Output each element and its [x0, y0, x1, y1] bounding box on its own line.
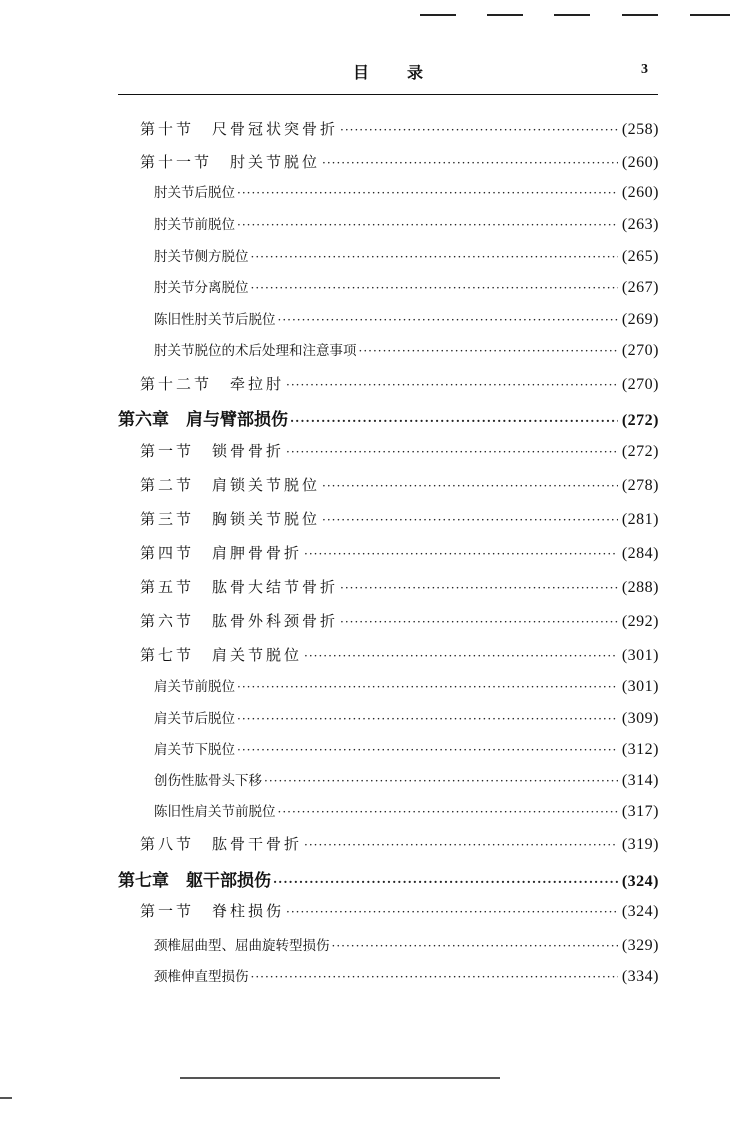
scan-mark — [554, 14, 590, 16]
entry-title: 第一节 脊柱损伤 — [140, 902, 285, 920]
dot-leader — [286, 378, 618, 392]
entry-page-number: (301) — [621, 647, 659, 664]
entry-title: 第八节 肱骨干骨折 — [140, 835, 303, 853]
dot-leader — [278, 313, 618, 327]
toc-subsection-entry — [154, 769, 659, 790]
entry-page-number: (272) — [621, 412, 659, 429]
page-title: 目录 — [352, 63, 461, 82]
dot-leader — [251, 281, 618, 295]
entry-title: 肩关节后脱位 — [154, 711, 235, 727]
dot-leader — [237, 186, 618, 200]
entry-title: 肩关节下脱位 — [154, 742, 235, 758]
entry-page-number: (272) — [621, 443, 659, 460]
entry-title: 第十二节 牵拉肘 — [140, 375, 285, 393]
dot-leader — [304, 547, 618, 561]
dot-leader — [359, 344, 618, 358]
toc-subsection-entry — [154, 213, 659, 234]
header-divider — [118, 94, 658, 95]
page-header — [118, 58, 658, 88]
scan-artifact-line — [180, 1077, 500, 1079]
toc-subsection-entry — [154, 707, 659, 728]
scan-mark — [622, 14, 658, 16]
toc-section-entry — [140, 508, 659, 529]
toc-subsection-entry — [154, 675, 659, 696]
entry-title: 第六章 肩与臂部损伤 — [118, 410, 288, 430]
entry-page-number: (281) — [621, 511, 659, 528]
toc-subsection-entry — [154, 308, 659, 329]
entry-title: 第三节 胸锁关节脱位 — [140, 510, 321, 528]
dot-leader — [251, 970, 618, 984]
dot-leader — [286, 445, 618, 459]
toc-chapter-entry — [118, 405, 659, 430]
entry-page-number: (301) — [621, 678, 659, 695]
entry-title: 创伤性肱骨头下移 — [154, 773, 262, 789]
entry-title: 肩关节前脱位 — [154, 679, 235, 695]
toc-section-entry — [140, 610, 659, 631]
entry-page-number: (314) — [621, 772, 659, 789]
toc-subsection-entry — [154, 245, 659, 266]
dot-leader — [340, 615, 618, 629]
dot-leader — [340, 581, 618, 595]
scan-mark — [487, 14, 523, 16]
dot-leader — [237, 743, 618, 757]
entry-page-number: (260) — [621, 184, 659, 201]
entry-title: 第七章 躯干部损伤 — [118, 871, 271, 891]
dot-leader — [237, 680, 618, 694]
toc-subsection-entry — [154, 965, 659, 986]
entry-title: 肘关节后脱位 — [154, 185, 235, 201]
toc-subsection-entry — [154, 181, 659, 202]
entry-title: 肘关节前脱位 — [154, 217, 235, 233]
toc-section-entry — [140, 900, 659, 921]
entry-title: 第一节 锁骨骨折 — [140, 442, 285, 460]
dot-leader — [340, 123, 618, 137]
dot-leader — [251, 250, 618, 264]
entry-title: 第四节 肩胛骨骨折 — [140, 544, 303, 562]
toc-subsection-entry — [154, 339, 659, 360]
entry-title: 第六节 肱骨外科颈骨折 — [140, 612, 339, 630]
dot-leader — [278, 805, 618, 819]
toc-subsection-entry — [154, 738, 659, 759]
entry-page-number: (267) — [621, 279, 659, 296]
dot-leader — [304, 838, 618, 852]
toc-section-entry — [140, 542, 659, 563]
entry-page-number: (260) — [621, 154, 659, 171]
scan-mark — [420, 14, 456, 16]
toc-section-entry — [140, 474, 659, 495]
entry-page-number: (263) — [621, 216, 659, 233]
entry-page-number: (324) — [621, 873, 659, 890]
entry-title: 第十节 尺骨冠状突骨折 — [140, 120, 339, 138]
dot-leader — [273, 875, 618, 889]
toc-subsection-entry — [154, 934, 659, 955]
scan-mark — [690, 14, 730, 16]
entry-page-number: (309) — [621, 710, 659, 727]
entry-page-number: (284) — [621, 545, 659, 562]
dot-leader — [290, 414, 618, 428]
toc-subsection-entry — [154, 276, 659, 297]
entry-title: 陈旧性肘关节后脱位 — [154, 312, 276, 328]
entry-title: 肘关节分离脱位 — [154, 280, 249, 296]
entry-page-number: (278) — [621, 477, 659, 494]
entry-title: 陈旧性肩关节前脱位 — [154, 804, 276, 820]
dot-leader — [264, 774, 618, 788]
entry-page-number: (270) — [621, 342, 659, 359]
scan-artifact-line — [0, 1097, 12, 1099]
entry-page-number: (270) — [621, 376, 659, 393]
page-number: 3 — [641, 62, 648, 77]
dot-leader — [332, 939, 618, 953]
toc-section-entry — [140, 151, 659, 172]
entry-page-number: (265) — [621, 248, 659, 265]
entry-page-number: (319) — [621, 836, 659, 853]
entry-page-number: (258) — [621, 121, 659, 138]
toc-subsection-entry — [154, 800, 659, 821]
toc-section-entry — [140, 373, 659, 394]
toc-chapter-entry — [118, 866, 659, 891]
toc-section-entry — [140, 644, 659, 665]
toc-section-entry — [140, 833, 659, 854]
entry-page-number: (312) — [621, 741, 659, 758]
dot-leader — [322, 156, 618, 170]
entry-page-number: (269) — [621, 311, 659, 328]
entry-title: 肘关节脱位的术后处理和注意事项 — [154, 343, 357, 359]
dot-leader — [322, 513, 618, 527]
entry-title: 颈椎伸直型损伤 — [154, 969, 249, 985]
entry-title: 第七节 肩关节脱位 — [140, 646, 303, 664]
toc-section-entry — [140, 576, 659, 597]
entry-title: 第十一节 肘关节脱位 — [140, 153, 321, 171]
entry-page-number: (324) — [621, 903, 659, 920]
entry-title: 第二节 肩锁关节脱位 — [140, 476, 321, 494]
toc-section-entry — [140, 440, 659, 461]
dot-leader — [237, 712, 618, 726]
dot-leader — [322, 479, 618, 493]
dot-leader — [304, 649, 618, 663]
entry-title: 肘关节侧方脱位 — [154, 249, 249, 265]
entry-page-number: (334) — [621, 968, 659, 985]
entry-title: 颈椎屈曲型、屈曲旋转型损伤 — [154, 938, 330, 954]
entry-page-number: (329) — [621, 937, 659, 954]
entry-page-number: (292) — [621, 613, 659, 630]
toc-section-entry — [140, 118, 659, 139]
dot-leader — [286, 905, 618, 919]
dot-leader — [237, 218, 618, 232]
entry-page-number: (317) — [621, 803, 659, 820]
entry-page-number: (288) — [621, 579, 659, 596]
entry-title: 第五节 肱骨大结节骨折 — [140, 578, 339, 596]
